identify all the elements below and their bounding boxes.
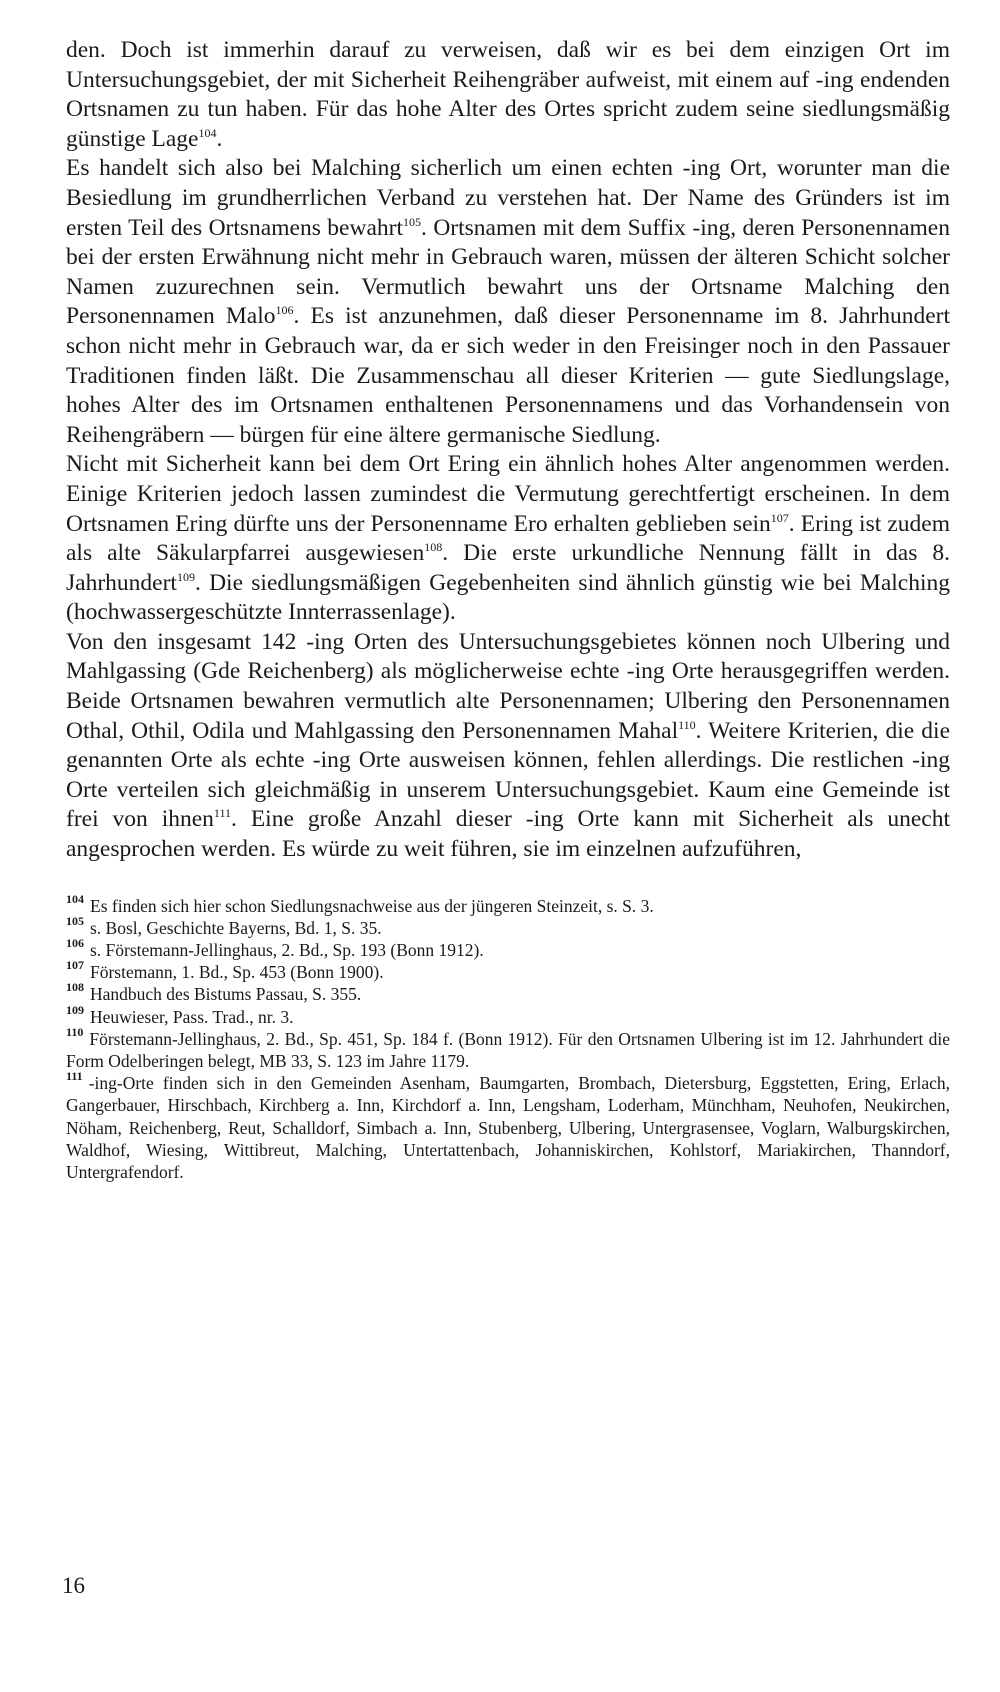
paragraph-text: . xyxy=(216,125,223,152)
footnote xyxy=(66,936,950,961)
footnote xyxy=(66,1002,950,1028)
paragraph-text: Es handelt sich also bei Malching sicherlich um einen echten -ing Ort, worunter man die Besiedlung im grundherrlichen Verband zu verstehen hat. Der Name des Gründers ist im ersten Teil des Ortsnamens bewahrt xyxy=(66,155,950,241)
footnote-ref: 105 xyxy=(402,214,421,229)
paragraph xyxy=(66,154,950,450)
footnote-ref: 104 xyxy=(198,125,217,140)
paragraph-text: Nicht mit Sicherheit kann bei dem Ort Ering ein ähnlich hohes Alter angenommen werden. Einige Kriterien jedoch lassen zumindest die Vermutung gerechtfertigt erscheinen. In dem Ortsnamen Ering dürfte uns der Personenname Ero erhalten geblieben sein xyxy=(66,451,950,537)
footnote-number: 108 xyxy=(66,980,84,995)
footnote-text: s. Bosl, Geschichte Bayerns, Bd. 1, S. 35. xyxy=(90,917,382,938)
footnote-ref: 111 xyxy=(213,806,232,821)
footnote xyxy=(66,1069,950,1183)
footnote-text: Förstemann, 1. Bd., Sp. 453 (Bonn 1900). xyxy=(90,962,384,983)
footnote xyxy=(66,980,950,1005)
footnote-text: Heuwieser, Pass. Trad., nr. 3. xyxy=(90,1006,294,1027)
footnote-number: 104 xyxy=(66,891,84,906)
footnotes xyxy=(66,891,950,1184)
footnote xyxy=(66,913,950,939)
paragraph-text: . Weitere Kriterien, die die genannten Orte als echte -ing Orte ausweisen können, fehlen allerdings. Die restlichen -ing Orte verteilen sich gleichmäßig in unserem Untersuchungsgebiet. Kaum eine Gemeinde ist frei von ihnen xyxy=(66,717,951,833)
footnote-text: Förstemann-Jellinghaus, 2. Bd., Sp. 451, Sp. 184 f. (Bonn 1912). Für den Ortsnamen Ulbering ist im 12. Jahrhundert die Form Odelberingen belegt, MB 33, S. 123 im Jahre 1179. xyxy=(66,1028,950,1072)
page-body xyxy=(66,36,950,1183)
paragraph-text: . Die siedlungsmäßigen Gegebenheiten sind ähnlich günstig wie bei Malching (hochwassergeschützte Innterrassenlage). xyxy=(66,569,950,626)
paragraph-text: den. Doch ist immerhin darauf zu verweisen, daß wir es bei dem einzigen Ort im Untersuchungsgebiet, der mit Sicherheit Reihengräber aufweist, mit einem auf -ing endenden Ortsnamen zu tun haben. Für das hohe Alter des Ortes spricht zudem seine siedlungsmäßig günstige Lage xyxy=(66,37,950,152)
footnote-text: Handbuch des Bistums Passau, S. 355. xyxy=(90,984,362,1005)
footnote-number: 107 xyxy=(66,958,84,973)
footnote-ref: 106 xyxy=(275,303,294,318)
footnote-ref: 109 xyxy=(176,569,195,584)
paragraph xyxy=(66,450,950,628)
footnote xyxy=(66,958,950,983)
footnote xyxy=(66,891,950,917)
footnote-number: 106 xyxy=(66,936,84,951)
paragraph xyxy=(66,36,950,154)
paragraph-text: . Ortsnamen mit dem Suffix -ing, deren Personennamen bei der ersten Erwähnung nicht mehr in Gebrauch waren, müssen der älteren Schicht solcher Namen zuzurechnen sein. Vermutlich bewahrt uns der Ortsname Malching den Personennamen Malo xyxy=(66,214,950,330)
footnote-number: 109 xyxy=(66,1002,84,1017)
footnote-text: -ing-Orte finden sich in den Gemeinden Asenham, Baumgarten, Brombach, Dietersburg, Eggstetten, Ering, Erlach, Gangerbauer, Hirschbach, Kirchberg a. Inn, Kirchdorf a. Inn, Lengsham, Loderham, Münchham, Neuhofen, Neukirchen, Nöham, Reichenberg, Reut, Schalldorf, Simbach a. Inn, Stubenberg, Ulbering, Untergrasensee, Voglarn, Walburgskirchen, Waldhof, Wiesing, Wittibreut, Malching, Untertattenbach, Johanniskirchen, Kohlstorf, Mariakirchen, Thanndorf, Untergrafendorf. xyxy=(66,1073,950,1183)
footnote xyxy=(66,1024,950,1072)
footnote-ref: 108 xyxy=(424,540,443,555)
footnote-text: s. Förstemann-Jellinghaus, 2. Bd., Sp. 193 (Bonn 1912). xyxy=(90,940,484,961)
paragraph-text: Von den insgesamt 142 -ing Orten des Untersuchungsgebietes können noch Ulbering und Mahlgassing (Gde Reichenberg) als möglicherweise echte -ing Orte herausgegriffen werden. Beide Ortsnamen bewahren vermutlich alte Personennamen; Ulbering den Personennamen Othal, Othil, Odila und Mahlgassing den Personennamen Mahal xyxy=(66,628,950,744)
footnote-text: Es finden sich hier schon Siedlungsnachweise aus der jüngeren Steinzeit, s. S. 3. xyxy=(90,895,654,916)
footnote-number: 111 xyxy=(66,1069,83,1084)
footnote-number: 110 xyxy=(66,1024,84,1039)
footnote-number: 105 xyxy=(66,913,84,928)
main-text xyxy=(66,36,950,865)
page-number: 16 xyxy=(62,1573,85,1598)
paragraph-text: . Die erste urkundliche Nennung fällt in das 8. Jahrhundert xyxy=(66,540,950,596)
paragraph-text: . Ering ist zudem als alte Säkularpfarrei ausgewiesen xyxy=(66,510,950,567)
paragraph-text: . Es ist anzunehmen, daß dieser Personenname im 8. Jahrhundert schon nicht mehr in Gebrauch war, da er sich weder in den Freisinger noch in den Passauer Traditionen finden läßt. Die Zusammenschau all dieser Kriterien — gute Siedlungslage, hohes Alter des im Ortsnamen enthaltenen Personennamens und das Vorhandensein von Reihengräbern — bürgen für eine ältere germanische Siedlung. xyxy=(66,303,950,448)
footnote-ref: 110 xyxy=(678,717,696,732)
paragraph xyxy=(66,628,950,865)
footnote-ref: 107 xyxy=(770,510,789,525)
paragraph-text: . Eine große Anzahl dieser -ing Orte kann mit Sicherheit als unecht angesprochen werden. Es würde zu weit führen, sie im einzelnen aufzuführen, xyxy=(66,806,950,863)
